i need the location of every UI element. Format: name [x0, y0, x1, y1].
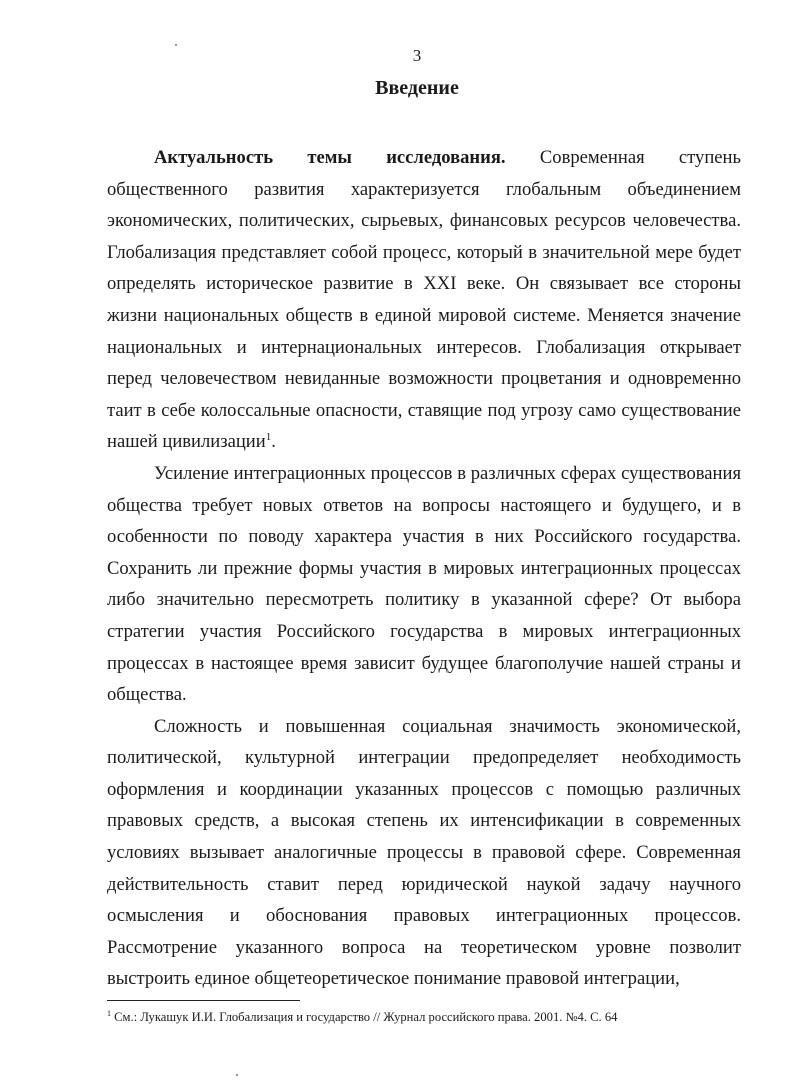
paragraph-text: Усиление интеграционных процессов в различных сферах существования общества требует новых ответов на вопросы настоящего и будущего, и в особенности по поводу характера участия в них Российского государства. Сохранить ли прежние формы участия в мировых интеграционных процессах либо значительно пересмотреть политику в указанной сфере? От выбора стратегии участия Российского государства в мировых интеграционных процессах в настоящее время зависит будущее благополучие нашей страны и общества. [107, 462, 741, 706]
paragraph-text: Современная ступень общественного развития характеризуется глобальным объединением экономических, политических, сырьевых, финансовых ресурсов человечества. Глобализация представляет собой процесс, который в значительной мере будет определять историческое развитие в XXI веке. Он связывает все стороны жизни национальных обществ в единой мировой системе. Меняется значение национальных и интернациональных интересов. Глобализация открывает перед человечеством невиданные возможности процветания и одновременно таит в себе колоссальные опасности, ставящие под угрозу само существование нашей цивилизации [107, 147, 741, 453]
footnote-mark: 1 [107, 1009, 111, 1018]
footnote-reference[interactable]: 1 [265, 431, 272, 444]
paragraph-text: Сложность и повышенная социальная значимость экономической, политической, культурной интеграции предопределяет необходимость оформления и координации указанных процессов с помощью различных правовых средств, а высокая степень их интенсификации в современных условиях вызывает аналогичные процессы в правовой сфере. Современная действительность ставит перед юридической наукой задачу научного осмысления и обоснования правовых интеграционных процессов. Рассмотрение указанного вопроса на теоретическом уровне позволит выстроить единое общетеоретическое понимание правовой интеграции, [107, 715, 741, 990]
paragraph [107, 458, 741, 711]
paragraph [107, 711, 741, 995]
page-number: 3 [412, 46, 422, 65]
scan-speck [236, 1074, 238, 1076]
footnote-text: См.: Лукашук И.И. Глобализация и государство // Журнал российского права. 2001. №4. С. 64 [111, 1010, 618, 1024]
section-heading: Введение [375, 77, 459, 99]
footnote [107, 1009, 747, 1025]
paragraph [107, 142, 741, 458]
footnote-divider [107, 1000, 300, 1001]
body-text [107, 142, 741, 995]
paragraph-end: . [271, 431, 276, 453]
paragraph-lead: Актуальность темы исследования. [154, 147, 506, 168]
